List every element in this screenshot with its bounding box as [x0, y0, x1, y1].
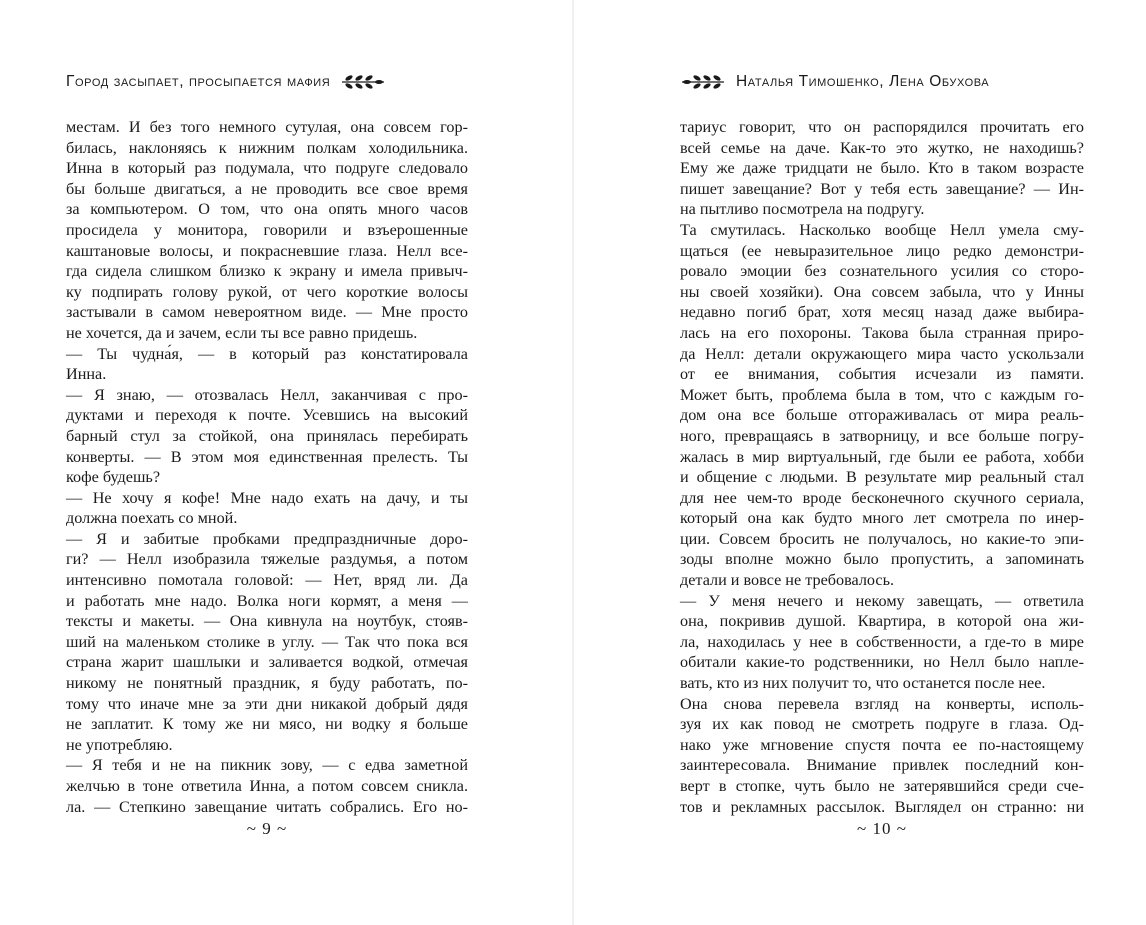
text-line: дуктами и переходя к почте. Усевшись на высокий	[66, 406, 468, 425]
right-page-body-text	[680, 117, 1084, 817]
text-line: Инна в который раз подумала, что подруге следовало	[66, 159, 468, 178]
text-line: ны своей хозяйки). Она совсем забыла, что у Инны	[680, 282, 1084, 301]
text-line: дом она все больше отгораживалась от мира реаль-	[680, 406, 1084, 425]
laurel-leaves-icon	[340, 72, 386, 92]
text-line: застывали в самом невероятном виде. — Мне просто	[66, 303, 468, 322]
book-authors: Наталья Тимошенко, Лена Обухова	[736, 73, 990, 90]
page-number-left: ~ 9 ~	[246, 819, 288, 838]
text-line: ровало эмоции без сознательного усилия со сторо-	[680, 262, 1084, 281]
text-line: который она как будто много лет смотрела по инер-	[680, 509, 1084, 528]
text-line: местам. И без того немного сутулая, она совсем гор-	[66, 118, 468, 136]
text-line: от ее внимания, события исчезали из памяти.	[680, 365, 1084, 384]
right-page	[680, 0, 1084, 925]
text-line: верт в стопке, чуть было не затерявшийся среди сче-	[680, 777, 1084, 795]
text-line: щаться (ее невыразительное лицо редко демонстри-	[680, 241, 1084, 260]
text-line: каштановые волосы, и покрасневшие глаза. Нелл все-	[66, 241, 468, 260]
text-line: ший на маленьком столике в углу. — Так что пока вся	[66, 632, 468, 651]
text-line: Инна.	[66, 365, 107, 384]
text-line: билась, наклоняясь к нижним полкам холодильника.	[66, 138, 468, 157]
text-line: барный стул за стойкой, она принялась перебирать	[66, 426, 468, 445]
text-line: лась на его похороны. Такова была странная приро-	[680, 323, 1084, 342]
text-line: зоды вполне можно было пропустить, а запоминать	[680, 550, 1084, 569]
text-line: ного, превращаясь в затворницу, и все больше погру-	[680, 426, 1084, 445]
text-line: ции. Совсем бросить не получалось, но какие-то эпи-	[680, 529, 1084, 548]
text-line: Ему же даже тридцати не было. Кто в таком возрасте	[680, 159, 1084, 178]
text-line: ку подпирать голову рукой, от чего короткие волосы	[66, 282, 468, 301]
text-line: заинтересовала. Внимание привлек последний кон-	[680, 756, 1084, 775]
text-line: зуя их как повод не смотреть подруге в глаза. Од-	[680, 715, 1084, 734]
text-line: на пытливо посмотрела на подругу.	[680, 200, 925, 219]
text-line: Та смутилась. Насколько вообще Нелл умела сму-	[680, 220, 1084, 239]
text-line: бы больше двигаться, а не проводить все свое время	[66, 179, 468, 198]
text-line: — Я тебя и не на пикник зову, — с едва заметной	[66, 756, 468, 775]
text-line: Она снова перевела взгляд на конверты, исполь-	[680, 694, 1084, 713]
text-line: всей семье на даче. Как-то это жутко, не находишь?	[680, 138, 1084, 157]
text-line: для нее чем-то вроде бесконечного скучного сериала,	[680, 488, 1084, 507]
text-line: просидела у монитора, говорили и взъерошенные	[66, 220, 468, 239]
left-page	[66, 0, 468, 925]
text-line: недавно погиб брат, хотя месяц назад даже выбира-	[680, 303, 1084, 322]
text-line: не заплатит. К тому же ни мясо, ни водку я больше	[66, 715, 468, 734]
running-head-right	[680, 72, 1084, 92]
text-line: кофе будешь?	[66, 468, 161, 487]
text-line: — У меня нечего и некому завещать, — ответила	[680, 591, 1084, 610]
text-line: — Ты чудна́я, — в который раз констатировала	[66, 344, 468, 363]
laurel-leaves-icon	[680, 72, 726, 92]
text-line: ги? — Нелл изобразила тяжелые раздумья, а потом	[66, 550, 468, 569]
text-line: тариус говорит, что он распорядился прочитать его	[680, 118, 1084, 136]
text-line: пишет завещание? Вот у тебя есть завещание? — Ин-	[680, 179, 1084, 198]
text-line: она, покривив душой. Квартира, в которой она жи-	[680, 612, 1084, 631]
text-line: нако уже мгновение спустя почта ее по-настоящему	[680, 735, 1084, 754]
text-line: Может быть, проблема была в том, что с каждым го-	[680, 385, 1084, 404]
text-line: никому не понятный праздник, я буду работать, по-	[66, 674, 468, 693]
text-line: обитали какие-то родственники, но Нелл было напле-	[680, 653, 1084, 672]
text-line: — Не хочу я кофе! Мне надо ехать на дачу, и ты	[66, 488, 468, 507]
text-line: да Нелл: детали окружающего мира часто ускользали	[680, 344, 1084, 363]
text-line: ла, находилась у нее в собственности, а где-то в мире	[680, 632, 1084, 651]
left-page-body-text	[66, 117, 468, 817]
text-line: и общение с людьми. В результате мир реальный стал	[680, 468, 1084, 487]
text-line: — Я и забитые пробками предпраздничные доро-	[66, 529, 468, 548]
text-line: не хочется, да и зачем, если ты все равно придешь.	[66, 323, 418, 342]
running-head-left	[66, 72, 468, 92]
text-line: — Я знаю, — отозвалась Нелл, заканчивая с про-	[66, 385, 468, 404]
page-gutter	[572, 0, 574, 925]
text-line: и работать мне надо. Волка ноги кормят, а меня —	[66, 591, 468, 610]
page-number-right: ~ 10 ~	[857, 819, 907, 838]
book-title: Город засыпает, просыпается мафия	[66, 73, 331, 90]
text-line: не употребляю.	[66, 735, 173, 754]
text-line: за компьютером. О том, что она опять много часов	[66, 200, 468, 219]
text-line: страна жарит шашлыки и заливается водкой, отмечая	[66, 653, 468, 672]
text-line: вать, кто из них получит то, что останется после нее.	[680, 674, 1046, 693]
text-line: желчью в тоне ответила Инна, а потом совсем сникла.	[66, 777, 468, 795]
text-line: гда сидела слишком близко к экрану и имела привыч-	[66, 262, 468, 281]
text-line: должна поехать со мной.	[66, 509, 238, 528]
text-line: детали и вовсе не требовалось.	[680, 571, 895, 590]
text-line: жалась в мир виртуальный, где были ее работа, хобби	[680, 447, 1084, 466]
text-line: тексты и макеты. — Она кивнула на ноутбук, стояв-	[66, 612, 468, 631]
text-line: ла. — Степкино завещание читать собрались. Его но-	[66, 797, 468, 816]
text-line: интенсивно помотала головой: — Нет, вряд ли. Да	[66, 571, 468, 590]
text-line: конверты. — В этом моя единственная прелесть. Ты	[66, 447, 468, 466]
text-line: тов и рекламных рассылок. Выглядел он странно: ни	[680, 797, 1084, 816]
text-line: тому что иначе мне за эти дни никакой добрый дядя	[66, 694, 468, 713]
